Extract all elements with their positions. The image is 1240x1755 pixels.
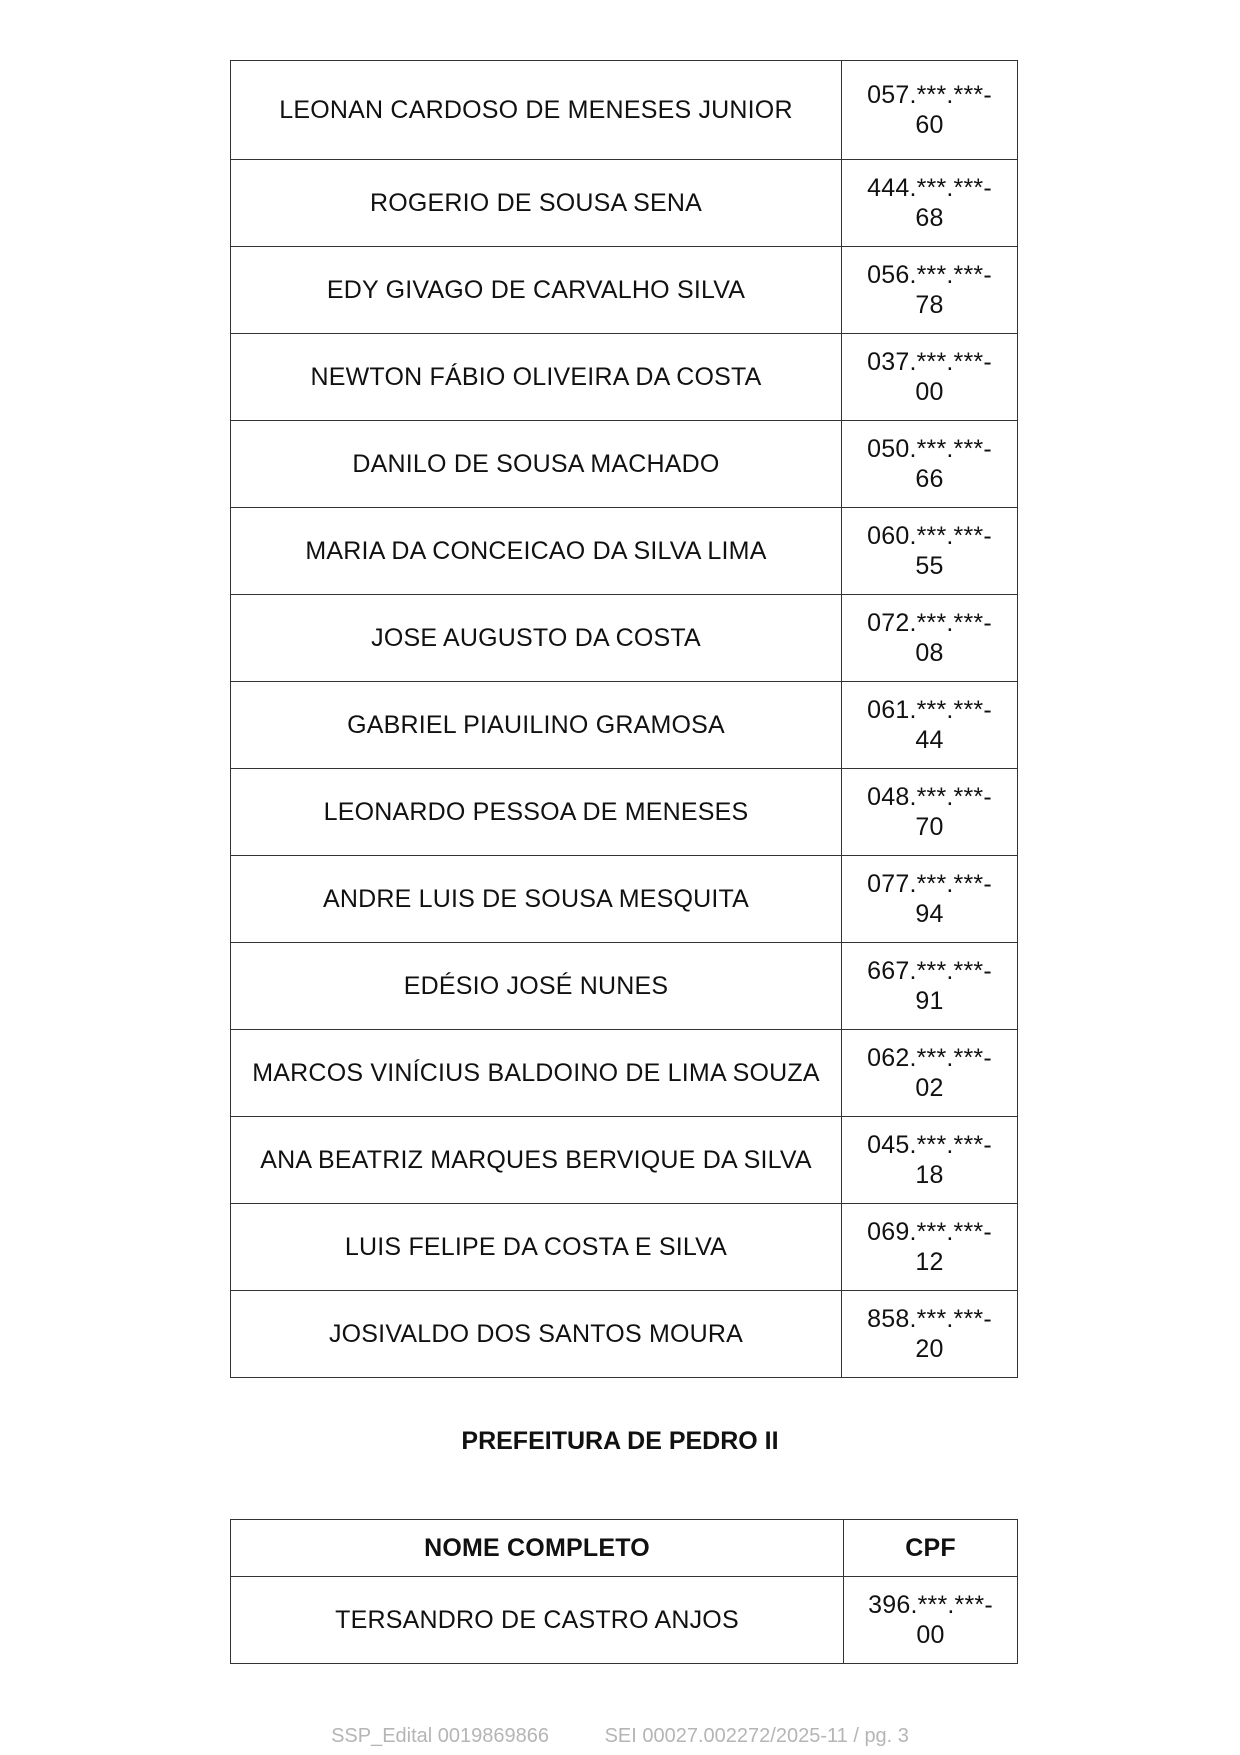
page-footer [0, 1725, 1240, 1748]
table-row [231, 160, 1018, 247]
cpf-cell [842, 769, 1018, 856]
pedro-ii-table [230, 1519, 1018, 1664]
footer-process-page: SEI 00027.002272/2025-11 / pg. 3 [604, 1725, 909, 1747]
name-cell: ROGERIO DE SOUSA SENA [231, 160, 842, 247]
cpf-value: 050.***.***-66 [867, 435, 992, 493]
header-name: NOME COMPLETO [231, 1520, 844, 1577]
name-cell: JOSE AUGUSTO DA COSTA [231, 595, 842, 682]
cpf-value: 062.***.***-02 [867, 1044, 992, 1102]
table-row [231, 682, 1018, 769]
table-row [231, 1291, 1018, 1378]
section-heading: PREFEITURA DE PEDRO II [461, 1427, 779, 1455]
cpf-cell [842, 160, 1018, 247]
name-cell: ANDRE LUIS DE SOUSA MESQUITA [231, 856, 842, 943]
cpf-cell [842, 1117, 1018, 1204]
cpf-cell [842, 682, 1018, 769]
name-cell: GABRIEL PIAUILINO GRAMOSA [231, 682, 842, 769]
name-cell: NEWTON FÁBIO OLIVEIRA DA COSTA [231, 334, 842, 421]
table-row [231, 1030, 1018, 1117]
name-cell: TERSANDRO DE CASTRO ANJOS [231, 1577, 844, 1664]
cpf-cell [842, 1030, 1018, 1117]
table-header-row [231, 1520, 1018, 1577]
name-cell: LEONARDO PESSOA DE MENESES [231, 769, 842, 856]
cpf-value: 077.***.***-94 [867, 870, 992, 928]
table-row [231, 769, 1018, 856]
table-row [231, 1577, 1018, 1664]
table-row [231, 1117, 1018, 1204]
candidates-table [230, 60, 1018, 1378]
table-row [231, 421, 1018, 508]
table-row [231, 508, 1018, 595]
cpf-value: 045.***.***-18 [867, 1131, 992, 1189]
name-cell: EDÉSIO JOSÉ NUNES [231, 943, 842, 1030]
table-row [231, 61, 1018, 160]
cpf-value: 072.***.***-08 [867, 609, 992, 667]
cpf-cell [842, 421, 1018, 508]
name-cell: EDY GIVAGO DE CARVALHO SILVA [231, 247, 842, 334]
name-cell: MARCOS VINÍCIUS BALDOINO DE LIMA SOUZA [231, 1030, 842, 1117]
cpf-cell [842, 856, 1018, 943]
cpf-cell [844, 1577, 1018, 1664]
cpf-value: 667.***.***-91 [867, 957, 992, 1015]
name-cell: LUIS FELIPE DA COSTA E SILVA [231, 1204, 842, 1291]
cpf-value: 444.***.***-68 [867, 174, 992, 232]
cpf-cell [842, 247, 1018, 334]
cpf-cell [842, 943, 1018, 1030]
cpf-value: 396.***.***-00 [868, 1591, 993, 1649]
cpf-cell [842, 508, 1018, 595]
name-cell: MARIA DA CONCEICAO DA SILVA LIMA [231, 508, 842, 595]
table-row [231, 247, 1018, 334]
cpf-value: 858.***.***-20 [867, 1305, 992, 1363]
cpf-value: 061.***.***-44 [867, 696, 992, 754]
cpf-cell [842, 1291, 1018, 1378]
footer-document-id: SSP_Edital 0019869866 [331, 1725, 550, 1747]
name-cell: ANA BEATRIZ MARQUES BERVIQUE DA SILVA [231, 1117, 842, 1204]
cpf-value: 060.***.***-55 [867, 522, 992, 580]
table-row [231, 595, 1018, 682]
cpf-value: 048.***.***-70 [867, 783, 992, 841]
name-cell: LEONAN CARDOSO DE MENESES JUNIOR [231, 61, 842, 160]
cpf-cell [842, 595, 1018, 682]
table-row [231, 856, 1018, 943]
table-row [231, 943, 1018, 1030]
table-row [231, 1204, 1018, 1291]
cpf-value: 037.***.***-00 [867, 348, 992, 406]
header-cpf: CPF [844, 1520, 1018, 1577]
cpf-cell [842, 61, 1018, 160]
name-cell: JOSIVALDO DOS SANTOS MOURA [231, 1291, 842, 1378]
cpf-cell [842, 1204, 1018, 1291]
name-cell: DANILO DE SOUSA MACHADO [231, 421, 842, 508]
table-row [231, 334, 1018, 421]
cpf-value: 056.***.***-78 [867, 261, 992, 319]
cpf-value: 069.***.***-12 [867, 1218, 992, 1276]
cpf-cell [842, 334, 1018, 421]
cpf-value: 057.***.***-60 [867, 81, 992, 139]
